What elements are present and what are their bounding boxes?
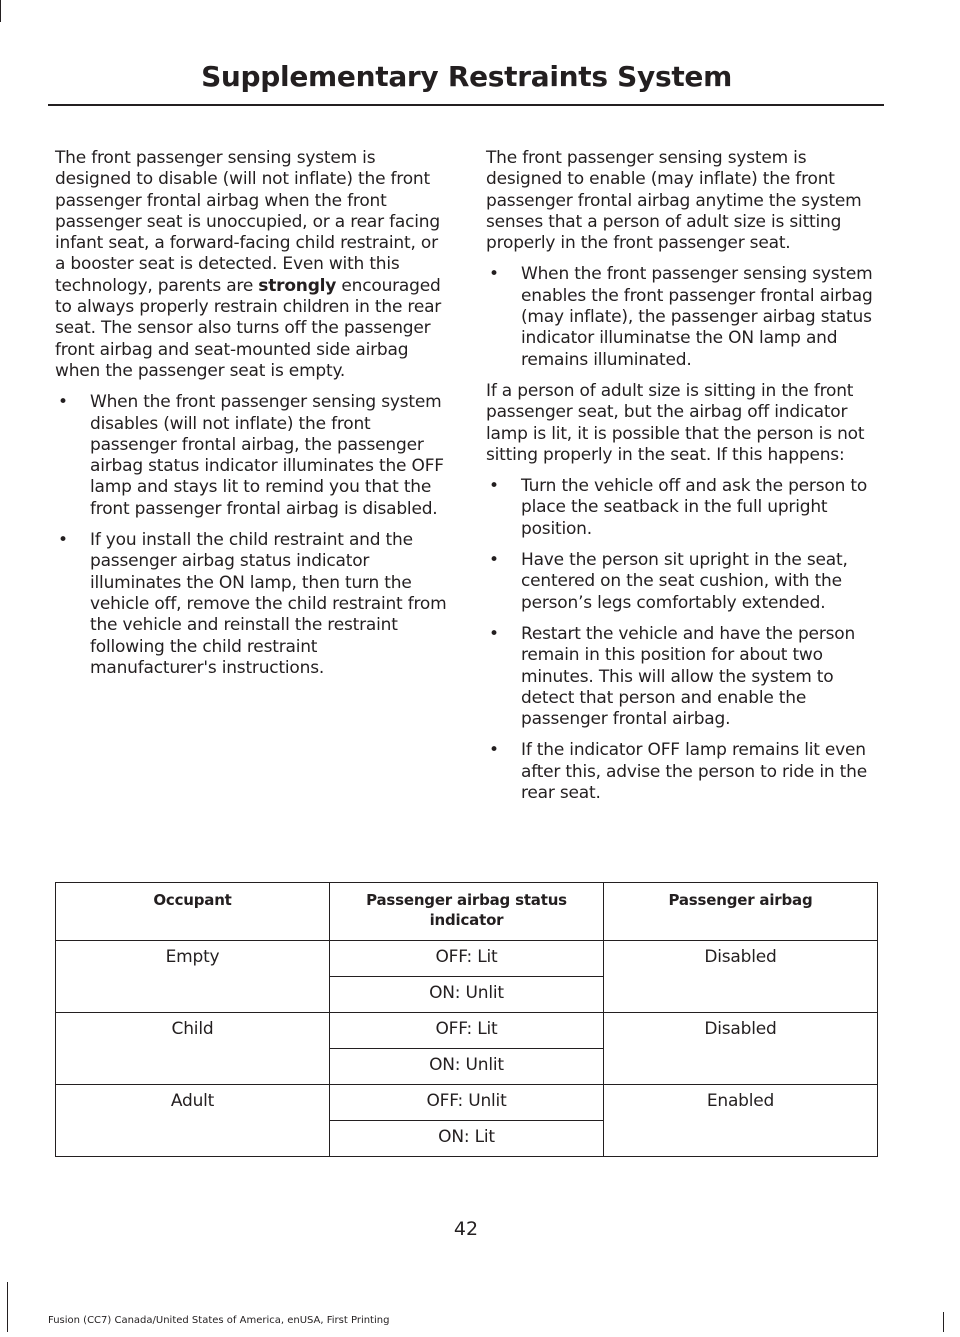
- cell-occupant: Empty: [56, 941, 330, 1013]
- cell-indicator: OFF: Lit: [330, 1013, 604, 1049]
- table-row: [56, 1013, 878, 1049]
- cell-airbag: Disabled: [604, 1013, 878, 1085]
- right-column: [486, 148, 878, 814]
- right-bullet-list-2: [486, 476, 878, 804]
- right-bullet-list-1: [486, 264, 878, 370]
- column-header-indicator: Passenger airbag status indicator: [330, 883, 604, 941]
- list-item-text: • Restart the vehicle and have the person remain in this position for about two minutes. This will allow the system to detect that person and enable the passenger frontal airbag.: [521, 623, 856, 730]
- list-item-text: • When the front passenger sensing system disables (will not inflate) the front passenger frontal airbag, the passenger airbag status indicator illuminates the OFF lamp and stays lit to remind you that the front passenger frontal airbag is disabled.: [90, 392, 444, 519]
- list-item: [486, 476, 878, 540]
- cell-occupant: Adult: [56, 1085, 330, 1157]
- cell-airbag: Enabled: [604, 1085, 878, 1157]
- table-row: [56, 1085, 878, 1121]
- cell-indicator: ON: Lit: [330, 1121, 604, 1157]
- intro-text-part: encouraged to always properly restrain children in the rear seat. The sensor also turns off the passenger front airbag and seat-mounted side airbag when the passenger seat is empty.: [55, 275, 442, 381]
- list-item: [486, 264, 878, 370]
- list-item-text: • If you install the child restraint and the passenger airbag status indicator illuminates the ON lamp, then turn the vehicle off, remove the child restraint from the vehicle and reinstall the restraint following the child restraint manufacturer's instructions.: [90, 530, 447, 678]
- airbag-status-table: [55, 882, 878, 1157]
- crop-mark-bottom-left: [7, 1282, 8, 1332]
- left-intro-paragraph: [55, 148, 447, 382]
- table-header-row: [56, 883, 878, 941]
- footer-text: Fusion (CC7) Canada/United States of America, enUSA, First Printing: [48, 1315, 390, 1326]
- column-header-occupant: Occupant: [56, 883, 330, 941]
- left-bullet-list: [55, 392, 447, 679]
- list-item: [486, 740, 878, 804]
- list-item-text: • When the front passenger sensing system enables the front passenger frontal airbag (may inflate), the passenger airbag status indicator illuminatse the ON lamp and remains illuminated.: [521, 264, 873, 370]
- cell-occupant: Child: [56, 1013, 330, 1085]
- crop-mark-bottom-right: [943, 1312, 944, 1332]
- right-intro-paragraph: The front passenger sensing system is designed to enable (may inflate) the front passenger frontal airbag anytime the system senses that a person of adult size is sitting properly in the front passenger seat.: [486, 148, 862, 254]
- cell-indicator: OFF: Lit: [330, 941, 604, 977]
- cell-indicator: OFF: Unlit: [330, 1085, 604, 1121]
- right-second-paragraph: If a person of adult size is sitting in the front passenger seat, but the airbag off indicator lamp is lit, it is possible that the person is not sitting properly in the seat. If this happens:: [486, 380, 865, 465]
- emphasis-strongly: strongly: [258, 275, 337, 296]
- column-header-airbag: Passenger airbag: [604, 883, 878, 941]
- cell-indicator: ON: Unlit: [330, 977, 604, 1013]
- list-item: [55, 530, 447, 679]
- crop-mark-top-left: [0, 0, 1, 22]
- list-item-text: • Turn the vehicle off and ask the person to place the seatback in the full upright position.: [521, 476, 868, 539]
- list-item: [55, 392, 447, 520]
- intro-text-part: The front passenger sensing system is designed to disable (will not inflate) the front passenger frontal airbag when the front passenger seat is unoccupied, or a rear facing infant seat, a forward-facing child restraint, or a booster seat is detected. Even with this technology, parents are: [55, 148, 440, 296]
- table-row: [56, 941, 878, 977]
- page-number: 42: [453, 1218, 479, 1240]
- list-item: [486, 550, 878, 614]
- page-title: Supplementary Restraints System: [201, 60, 732, 93]
- cell-indicator: ON: Unlit: [330, 1049, 604, 1085]
- left-column: [55, 148, 447, 689]
- list-item: [486, 624, 878, 730]
- list-item-text: • Have the person sit upright in the seat, centered on the seat cushion, with the person’s legs comfortably extended.: [521, 550, 848, 613]
- header-divider: [48, 104, 884, 106]
- list-item-text: • If the indicator OFF lamp remains lit even after this, advise the person to ride in the rear seat.: [521, 740, 867, 804]
- cell-airbag: Disabled: [604, 941, 878, 1013]
